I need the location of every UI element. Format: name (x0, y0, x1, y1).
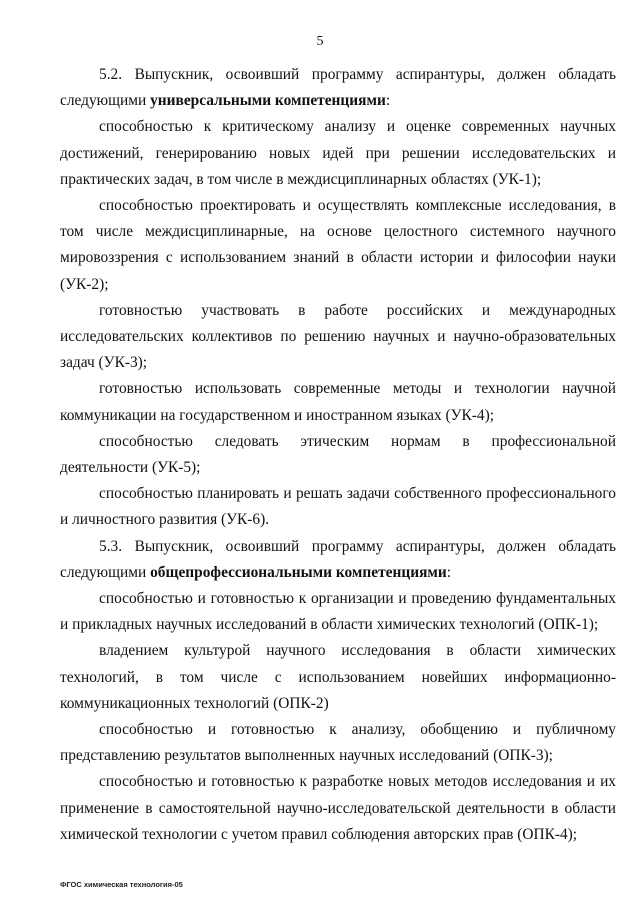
section-intro: 5.3. Выпускник, освоивший программу аспирантуры, должен обладать следующими общепрофессиональными компетенциями: (60, 537, 616, 581)
competency-item: способностью к критическому анализу и оценке современных научных достижений, генерированию новых идей при решении исследовательских и практических задач, в том числе в междисциплинарных областях (УК-1); (60, 118, 616, 188)
footer-note: ФГОС химическая технология-05 (60, 880, 183, 889)
competency-item: способностью проектировать и осуществлять комплексные исследования, в том числе междисциплинарные, на основе целостного системного научного мировоззрения с использованием знаний в области истории и философии науки (УК-2); (60, 197, 616, 293)
section-intro: 5.2. Выпускник, освоивший программу аспирантуры, должен обладать следующими универсальными компетенциями: (60, 66, 616, 110)
competency-item: способностью следовать этическим нормам в профессиональной деятельности (УК-5); (60, 432, 616, 477)
competency-item: способностью планировать и решать задачи собственного профессионального и личностного развития (УК-6). (60, 485, 616, 529)
competency-item: способностью и готовностью к разработке новых методов исследования и их применение в самостоятельной научно-исследовательской деятельности в области химической технологии с учетом правил соблюдения авторских прав (ОПК-4); (60, 773, 616, 843)
section-heading-bold: общепрофессиональными компетенциями (150, 563, 447, 581)
competency-item: готовностью участвовать в работе российских и международных исследовательских коллективов по решению научных и научно-образовательных задач (УК-3); (60, 301, 616, 372)
document-body (60, 62, 616, 848)
page-number: 5 (316, 34, 324, 49)
competency-item: готовностью использовать современные методы и технологии научной коммуникации на государственном и иностранном языках (УК-4); (60, 380, 616, 424)
section-heading-bold: универсальными компетенциями (150, 92, 386, 110)
competency-item: способностью и готовностью к анализу, обобщению и публичному представлению результатов выполненных научных исследований (ОПК-3); (60, 721, 616, 765)
competency-item: владением культурой научного исследования в области химических технологий, в том числе с использованием новейших информационно-коммуникационных технологий (ОПК-2) (60, 642, 616, 712)
competency-item: способностью и готовностью к организации и проведению фундаментальных и прикладных научных исследований в области химических технологий (ОПК-1); (60, 590, 616, 634)
